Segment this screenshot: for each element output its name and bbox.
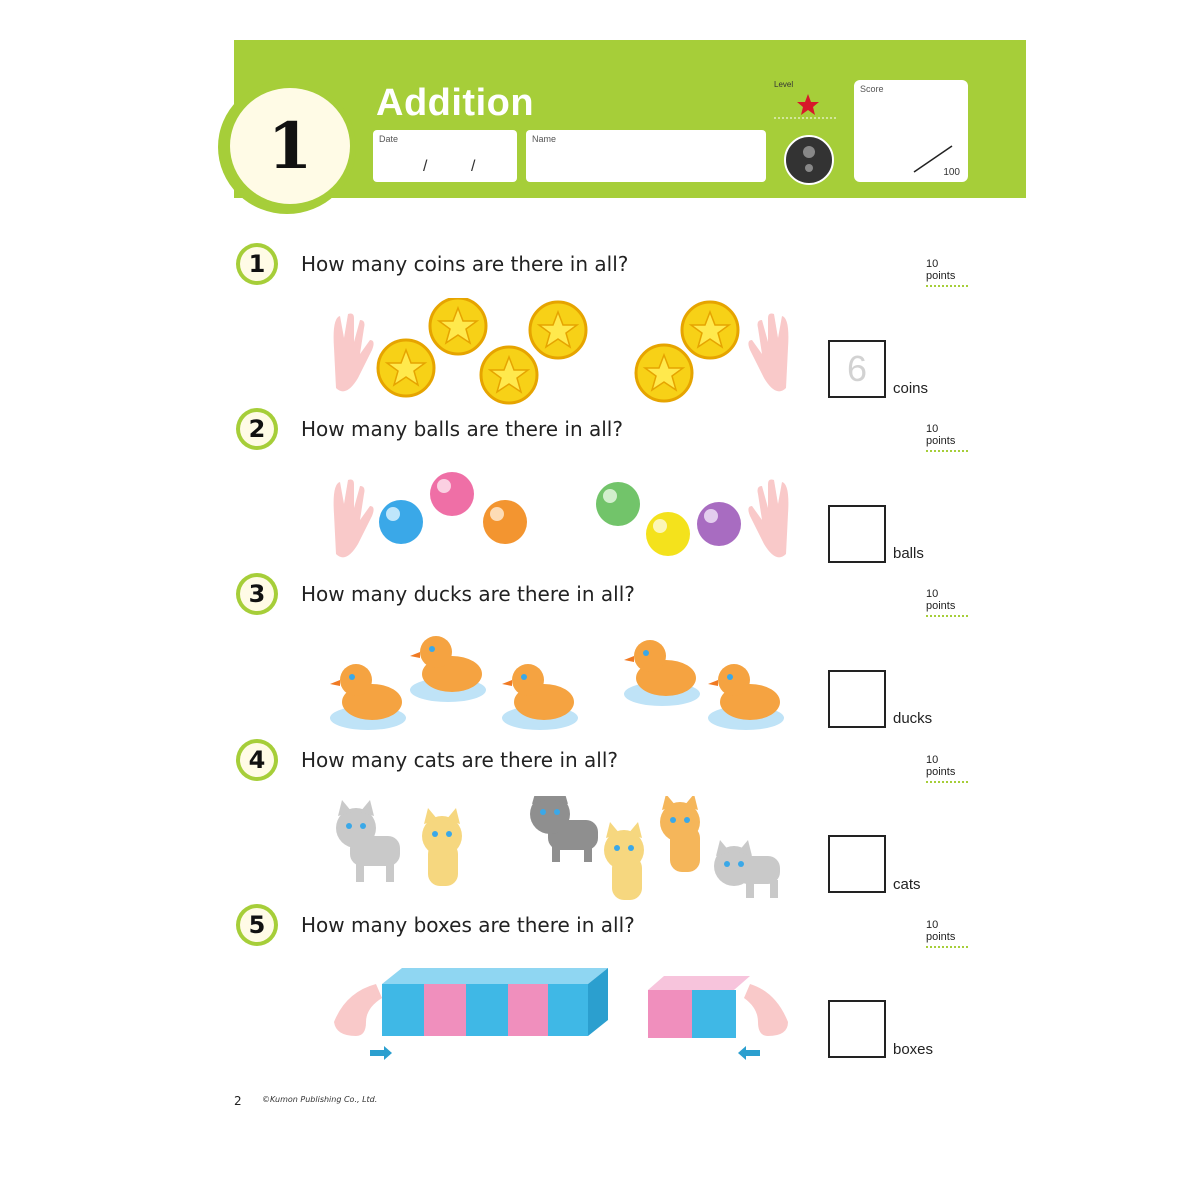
question-4-illustration bbox=[326, 796, 796, 906]
level-star-icon bbox=[797, 94, 819, 115]
ball-icon bbox=[596, 482, 640, 526]
cat-icon bbox=[714, 840, 780, 898]
level-indicator bbox=[772, 90, 842, 190]
question-1-answer-value: 6 bbox=[846, 348, 868, 389]
question-3-answer-value bbox=[830, 672, 884, 726]
duck-icon bbox=[502, 664, 578, 730]
hand-left-icon bbox=[334, 314, 374, 392]
hand-right-icon bbox=[748, 314, 788, 392]
question-4-answer-value bbox=[830, 837, 884, 891]
question-5-answer-box[interactable] bbox=[828, 1000, 886, 1058]
coin-icon bbox=[636, 345, 692, 401]
question-2-illustration bbox=[326, 464, 796, 574]
level-face-icon bbox=[785, 136, 833, 184]
unit-number: 1 bbox=[267, 108, 313, 184]
question-4-points: 10 points bbox=[926, 754, 968, 783]
question-2-text: How many balls are there in all? bbox=[301, 417, 623, 441]
duck-icon bbox=[410, 636, 486, 702]
ball-icon bbox=[483, 500, 527, 544]
question-3-unit: ducks bbox=[893, 710, 933, 727]
question-5-points: 10 points bbox=[926, 919, 968, 948]
arrow-left-icon bbox=[738, 1046, 760, 1060]
question-3-number: 3 bbox=[236, 573, 278, 615]
score-box[interactable] bbox=[854, 80, 968, 182]
duck-icon bbox=[624, 640, 700, 706]
coin-icon bbox=[682, 302, 738, 358]
duck-icon bbox=[708, 664, 784, 730]
question-4-number: 4 bbox=[236, 739, 278, 781]
question-4-answer-box[interactable] bbox=[828, 835, 886, 893]
ball-icon bbox=[379, 500, 423, 544]
coin-icon bbox=[481, 347, 537, 403]
cat-icon bbox=[336, 800, 400, 882]
name-label: Name bbox=[532, 134, 557, 144]
copyright: ©Kumon Publishing Co., Ltd. bbox=[262, 1095, 378, 1104]
cat-icon bbox=[530, 796, 598, 862]
question-2-points: 10 points bbox=[926, 423, 968, 452]
score-max: 100 bbox=[943, 167, 960, 178]
block-row-left bbox=[382, 968, 608, 1036]
coin-icon bbox=[378, 340, 434, 396]
ball-icon bbox=[430, 472, 474, 516]
hand-left-icon bbox=[334, 480, 374, 558]
hand-right-icon bbox=[744, 984, 788, 1036]
date-separator-1: / bbox=[423, 158, 428, 175]
question-5-text: How many boxes are there in all? bbox=[301, 913, 635, 937]
name-field[interactable] bbox=[526, 130, 766, 182]
coin-icon bbox=[530, 302, 586, 358]
duck-icon bbox=[330, 664, 406, 730]
question-2-number: 2 bbox=[236, 408, 278, 450]
arrow-right-icon bbox=[370, 1046, 392, 1060]
coin-icon bbox=[430, 298, 486, 354]
question-2-unit: balls bbox=[893, 545, 924, 562]
question-1-illustration bbox=[326, 298, 796, 408]
question-4-text: How many cats are there in all? bbox=[301, 748, 619, 772]
question-1-answer-box[interactable] bbox=[828, 340, 886, 398]
hand-right-icon bbox=[748, 480, 788, 558]
question-3-answer-box[interactable] bbox=[828, 670, 886, 728]
ball-icon bbox=[646, 512, 690, 556]
hand-left-icon bbox=[334, 984, 382, 1036]
date-label: Date bbox=[379, 134, 399, 144]
cat-icon bbox=[660, 796, 700, 872]
question-2-answer-value bbox=[830, 507, 884, 561]
question-3-points: 10 points bbox=[926, 588, 968, 617]
question-1-unit: coins bbox=[893, 380, 929, 397]
page-number: 2 bbox=[234, 1094, 242, 1108]
question-5-illustration bbox=[326, 962, 796, 1072]
question-5-unit: boxes bbox=[893, 1041, 934, 1058]
question-3-illustration bbox=[326, 628, 796, 738]
date-field[interactable] bbox=[373, 130, 517, 182]
question-3-text: How many ducks are there in all? bbox=[301, 582, 635, 606]
score-label: Score bbox=[860, 84, 884, 94]
page-title: Addition bbox=[376, 82, 535, 124]
date-separator-2: / bbox=[471, 158, 476, 175]
level-label: Level bbox=[774, 80, 794, 89]
question-1-number: 1 bbox=[236, 243, 278, 285]
question-1-points: 10 points bbox=[926, 258, 968, 287]
question-1-text: How many coins are there in all? bbox=[301, 252, 629, 276]
question-5-answer-value bbox=[830, 1002, 884, 1056]
cat-icon bbox=[604, 822, 644, 900]
block-row-right bbox=[648, 976, 750, 1038]
cat-icon bbox=[422, 808, 462, 886]
ball-icon bbox=[697, 502, 741, 546]
question-2-answer-box[interactable] bbox=[828, 505, 886, 563]
question-5-number: 5 bbox=[236, 904, 278, 946]
question-4-unit: cats bbox=[893, 876, 921, 893]
